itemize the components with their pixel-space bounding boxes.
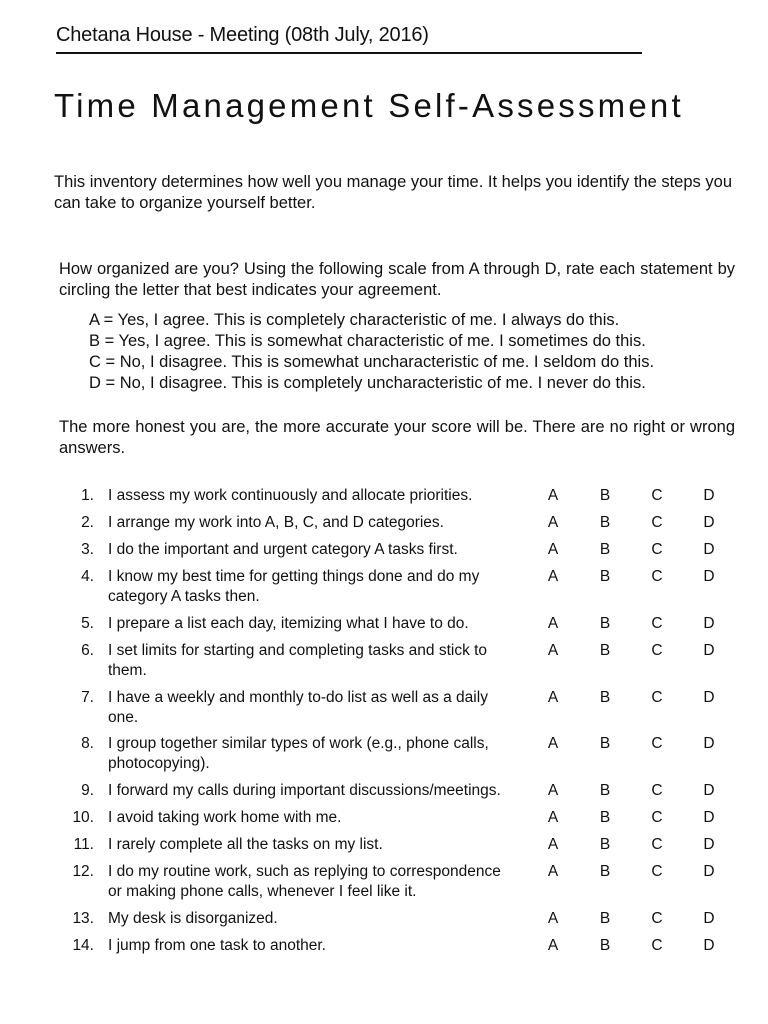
item-statement: I have a weekly and monthly to-do list as well as a daily one. [108, 689, 488, 726]
scale-a: A = Yes, I agree. This is completely characteristic of me. I always do this. [89, 311, 620, 329]
choice-d[interactable]: D [703, 735, 715, 752]
choice-c[interactable]: C [651, 782, 663, 799]
choice-a[interactable]: A [547, 809, 559, 826]
item-statement: I assess my work continuously and allocate priorities. [108, 487, 473, 504]
item-statement: I jump from one task to another. [108, 937, 326, 954]
item-statement: I group together similar types of work (e.g., phone calls, photocopying). [108, 735, 489, 772]
choice-b[interactable]: B [599, 836, 611, 853]
choice-a[interactable]: A [547, 642, 559, 659]
choice-c[interactable]: C [651, 689, 663, 706]
choice-b[interactable]: B [599, 487, 611, 504]
item-number: 2. [81, 514, 94, 531]
choice-a[interactable]: A [547, 487, 559, 504]
choice-b[interactable]: B [599, 642, 611, 659]
item-number: 7. [81, 689, 94, 706]
scale-b: B = Yes, I agree. This is somewhat characteristic of me. I sometimes do this. [89, 332, 646, 350]
item-number: 11. [73, 836, 94, 853]
item-number: 1. [81, 487, 94, 504]
choice-a[interactable]: A [547, 910, 559, 927]
instructions-paragraph: How organized are you? Using the following scale from A through D, rate each statement by circling the letter that best indicates your agreement. [59, 260, 735, 299]
choice-b[interactable]: B [599, 782, 611, 799]
choice-a[interactable]: A [547, 514, 559, 531]
choice-d[interactable]: D [703, 615, 715, 632]
choice-a[interactable]: A [547, 615, 559, 632]
page-title: Time Management Self-Assessment [54, 87, 684, 124]
choice-a[interactable]: A [547, 689, 559, 706]
item-statement: I arrange my work into A, B, C, and D categories. [108, 514, 444, 531]
choice-c[interactable]: C [651, 514, 663, 531]
choice-d[interactable]: D [703, 541, 715, 558]
choice-a[interactable]: A [547, 836, 559, 853]
choice-b[interactable]: B [599, 689, 611, 706]
choice-d[interactable]: D [703, 836, 715, 853]
choice-a[interactable]: A [547, 735, 559, 752]
choice-a[interactable]: A [547, 568, 559, 585]
choice-d[interactable]: D [703, 863, 715, 880]
choice-b[interactable]: B [599, 937, 611, 954]
item-number: 6. [81, 642, 94, 659]
item-statement: My desk is disorganized. [108, 910, 278, 927]
choice-a[interactable]: A [547, 937, 559, 954]
scale-c: C = No, I disagree. This is somewhat uncharacteristic of me. I seldom do this. [89, 353, 655, 371]
choice-c[interactable]: C [651, 937, 663, 954]
intro-paragraph: This inventory determines how well you manage your time. It helps you identify the steps you can take to organize yourself better. [54, 173, 732, 212]
choice-c[interactable]: C [651, 809, 663, 826]
item-statement: I avoid taking work home with me. [108, 809, 342, 826]
choice-d[interactable]: D [703, 568, 715, 585]
item-number: 10. [72, 809, 94, 826]
choice-b[interactable]: B [599, 514, 611, 531]
choice-b[interactable]: B [599, 809, 611, 826]
item-number: 13. [72, 910, 94, 927]
choice-c[interactable]: C [651, 541, 663, 558]
item-statement: I set limits for starting and completing tasks and stick to them. [108, 642, 488, 679]
choice-b[interactable]: B [599, 615, 611, 632]
item-number: 14. [72, 937, 94, 954]
choice-c[interactable]: C [651, 568, 663, 585]
document-header: Chetana House - Meeting (08th July, 2016) [56, 22, 642, 54]
choice-d[interactable]: D [703, 910, 715, 927]
item-number: 4. [81, 568, 94, 585]
choice-b[interactable]: B [599, 568, 611, 585]
choice-c[interactable]: C [651, 735, 663, 752]
scale-d: D = No, I disagree. This is completely uncharacteristic of me. I never do this. [89, 374, 646, 392]
item-statement: I rarely complete all the tasks on my list. [108, 836, 383, 853]
choice-b[interactable]: B [599, 863, 611, 880]
choice-c[interactable]: C [651, 615, 663, 632]
choice-a[interactable]: A [547, 541, 559, 558]
choice-d[interactable]: D [703, 487, 715, 504]
choice-a[interactable]: A [547, 863, 559, 880]
choice-d[interactable]: D [703, 514, 715, 531]
item-number: 12. [72, 863, 94, 880]
choice-b[interactable]: B [599, 910, 611, 927]
honesty-note: The more honest you are, the more accurate your score will be. There are no right or wrong answers. [59, 418, 735, 457]
item-statement: I know my best time for getting things done and do my category A tasks then. [108, 568, 480, 605]
choice-d[interactable]: D [703, 642, 715, 659]
item-statement: I do the important and urgent category A tasks first. [108, 541, 458, 558]
choice-b[interactable]: B [599, 541, 611, 558]
item-number: 8. [81, 735, 94, 752]
choice-d[interactable]: D [703, 689, 715, 706]
item-statement: I do my routine work, such as replying to correspondence or making phone calls, whenever I feel like it. [108, 863, 501, 900]
choice-b[interactable]: B [599, 735, 611, 752]
choice-c[interactable]: C [651, 487, 663, 504]
choice-d[interactable]: D [703, 937, 715, 954]
choice-d[interactable]: D [703, 809, 715, 826]
item-number: 9. [81, 782, 94, 799]
choice-a[interactable]: A [547, 782, 559, 799]
item-number: 3. [81, 541, 94, 558]
item-statement: I prepare a list each day, itemizing what I have to do. [108, 615, 469, 632]
choice-c[interactable]: C [651, 863, 663, 880]
choice-c[interactable]: C [651, 836, 663, 853]
choice-d[interactable]: D [703, 782, 715, 799]
item-number: 5. [81, 615, 94, 632]
item-statement: I forward my calls during important discussions/meetings. [108, 782, 501, 799]
choice-c[interactable]: C [651, 642, 663, 659]
choice-c[interactable]: C [651, 910, 663, 927]
